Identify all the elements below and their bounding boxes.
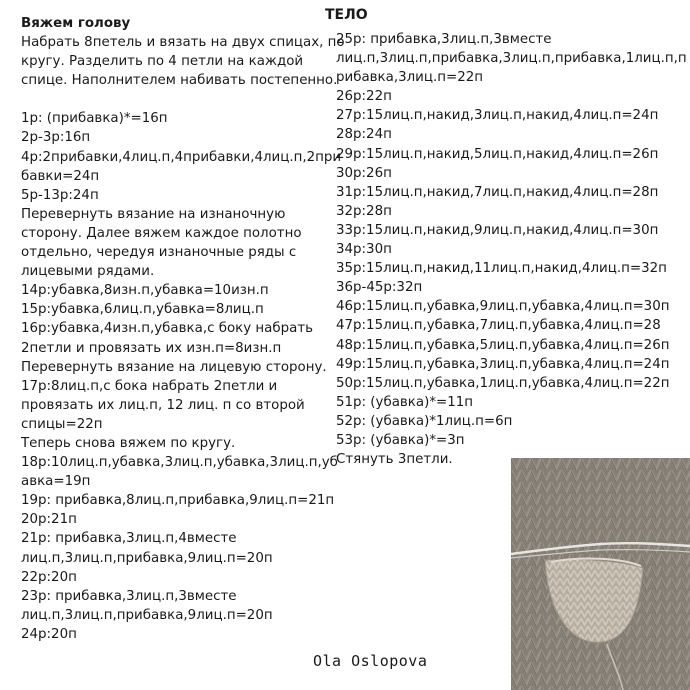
row-line: 16р:убавка,4изн.п,убавка,с боку набрать: [21, 321, 314, 337]
section-heading: Вяжем голову: [21, 16, 131, 31]
note-line: отдельно, чередуя изнаночные ряды с: [21, 245, 297, 261]
row-line: 47р:15лиц.п,убавка,7лиц.п,убавка,4лиц.п=28: [336, 318, 661, 334]
row-line: Стянуть 3петли.: [336, 452, 453, 468]
row-line: спицы=22п: [21, 416, 103, 432]
knitting-photo-icon: [511, 458, 690, 690]
note-line: сторону. Далее вяжем каждое полотно: [21, 225, 302, 241]
row-line: 15р:убавка,6лиц.п,убавка=8лиц.п: [21, 302, 264, 318]
row-line: 4р:2прибавки,4лиц.п,4прибавки,4лиц.п,2прибавки=24п: [21, 149, 342, 184]
row-line: 30р:26п: [336, 165, 392, 181]
row-line: провязать их лиц.п, 12 лиц. п со второй: [21, 397, 305, 413]
row-line: 28р:24п: [336, 127, 392, 143]
row-line: 2петли и провязать их изн.п=8изн.п: [21, 340, 282, 356]
row-line: 32р:28п: [336, 203, 392, 219]
row-line: 34р:30п: [336, 242, 392, 258]
row-line: 31р:15лиц.п,накид,7лиц.п,накид,4лиц.п=28п: [336, 184, 659, 200]
row-line: 25р: прибавка,3лиц.п,3вместе: [336, 32, 552, 47]
row-line: лиц.п,3лиц.п,прибавка,9лиц.п=20п: [21, 607, 273, 623]
row-line: 17р:8лиц.п,с бока набрать 2петли и: [21, 378, 278, 394]
row-line: лиц.п,3лиц.п,прибавка,9лиц.п=20п: [21, 550, 273, 566]
row-line: 49р:15лиц.п,убавка,3лиц.п,убавка,4лиц.п=24п: [336, 356, 670, 372]
row-line: 5р-13р:24п: [21, 187, 99, 203]
row-line: 23р: прибавка,3лиц.п,3вместе: [21, 588, 237, 604]
row-line: 20р:21п: [21, 512, 77, 528]
row-line: 26р:22п: [336, 89, 392, 105]
row-line: 53р: (убавка)*=3п: [336, 432, 465, 448]
row-line: Теперь снова вяжем по кругу.: [21, 435, 236, 451]
row-line: 50р:15лиц.п,убавка,1лиц.п,убавка,4лиц.п=22п: [336, 375, 670, 391]
row-line: 33р:15лиц.п,накид,9лиц.п,накид,4лиц.п=30п: [336, 222, 659, 238]
row-line: 1р: (прибавка)*=16п: [21, 111, 168, 127]
row-line: 14р:убавка,8изн.п,убавка=10изн.п: [21, 283, 269, 299]
intro-line: спице. Наполнителем набивать постепенно.: [21, 73, 338, 89]
note-line: лицевыми рядами.: [21, 264, 155, 280]
note-line: Перевернуть вязание на изнаночную: [21, 206, 286, 222]
row-line: 46р:15лиц.п,убавка,9лиц.п,убавка,4лиц.п=30п: [336, 299, 670, 315]
row-line: 24р:20п: [21, 626, 77, 642]
row-line: 21р: прибавка,3лиц.п,4вместе: [21, 531, 237, 547]
page-title: ТЕЛО: [325, 7, 368, 23]
intro-line: кругу. Разделить по 4 петли на каждой: [21, 54, 304, 70]
intro-line: Набрать 8петель и вязать на двух спицах, по: [21, 35, 345, 51]
right-column: [336, 30, 690, 469]
left-column: [21, 14, 343, 644]
row-line: 22р:20п: [21, 569, 77, 585]
row-line: 48р:15лиц.п,убавка,5лиц.п,убавка,4лиц.п=26п: [336, 337, 670, 353]
row-line: 51р: (убавка)*=11п: [336, 394, 474, 410]
row-line: 2р-3р:16п: [21, 130, 91, 146]
row-line: рибавка,3лиц.п=22п: [336, 70, 484, 86]
row-line: 52р: (убавка)*1лиц.п=6п: [336, 413, 513, 429]
row-line: Перевернуть вязание на лицевую сторону.: [21, 359, 327, 375]
row-line: лиц.п,3лиц.п,прибавка,3лиц.п,прибавка,1лиц.п,п: [336, 51, 687, 67]
row-line: 19р: прибавка,8лиц.п,прибавка,9лиц.п=21п: [21, 493, 335, 509]
row-line: 27р:15лиц.п,накид,3лиц.п,накид,4лиц.п=24п: [336, 108, 659, 124]
author-signature: Ola Oslopova: [313, 652, 428, 670]
row-line: 36р-45р:32п: [336, 280, 423, 296]
row-line: 35р:15лиц.п,накид,11лиц.п,накид,4лиц.п=32п: [336, 261, 667, 277]
row-line: 18р:10лиц.п,убавка,3лиц.п,убавка,3лиц.п,убавка=19п: [21, 455, 338, 490]
row-line: 29р:15лиц.п,накид,5лиц.п,накид,4лиц.п=26п: [336, 146, 659, 162]
